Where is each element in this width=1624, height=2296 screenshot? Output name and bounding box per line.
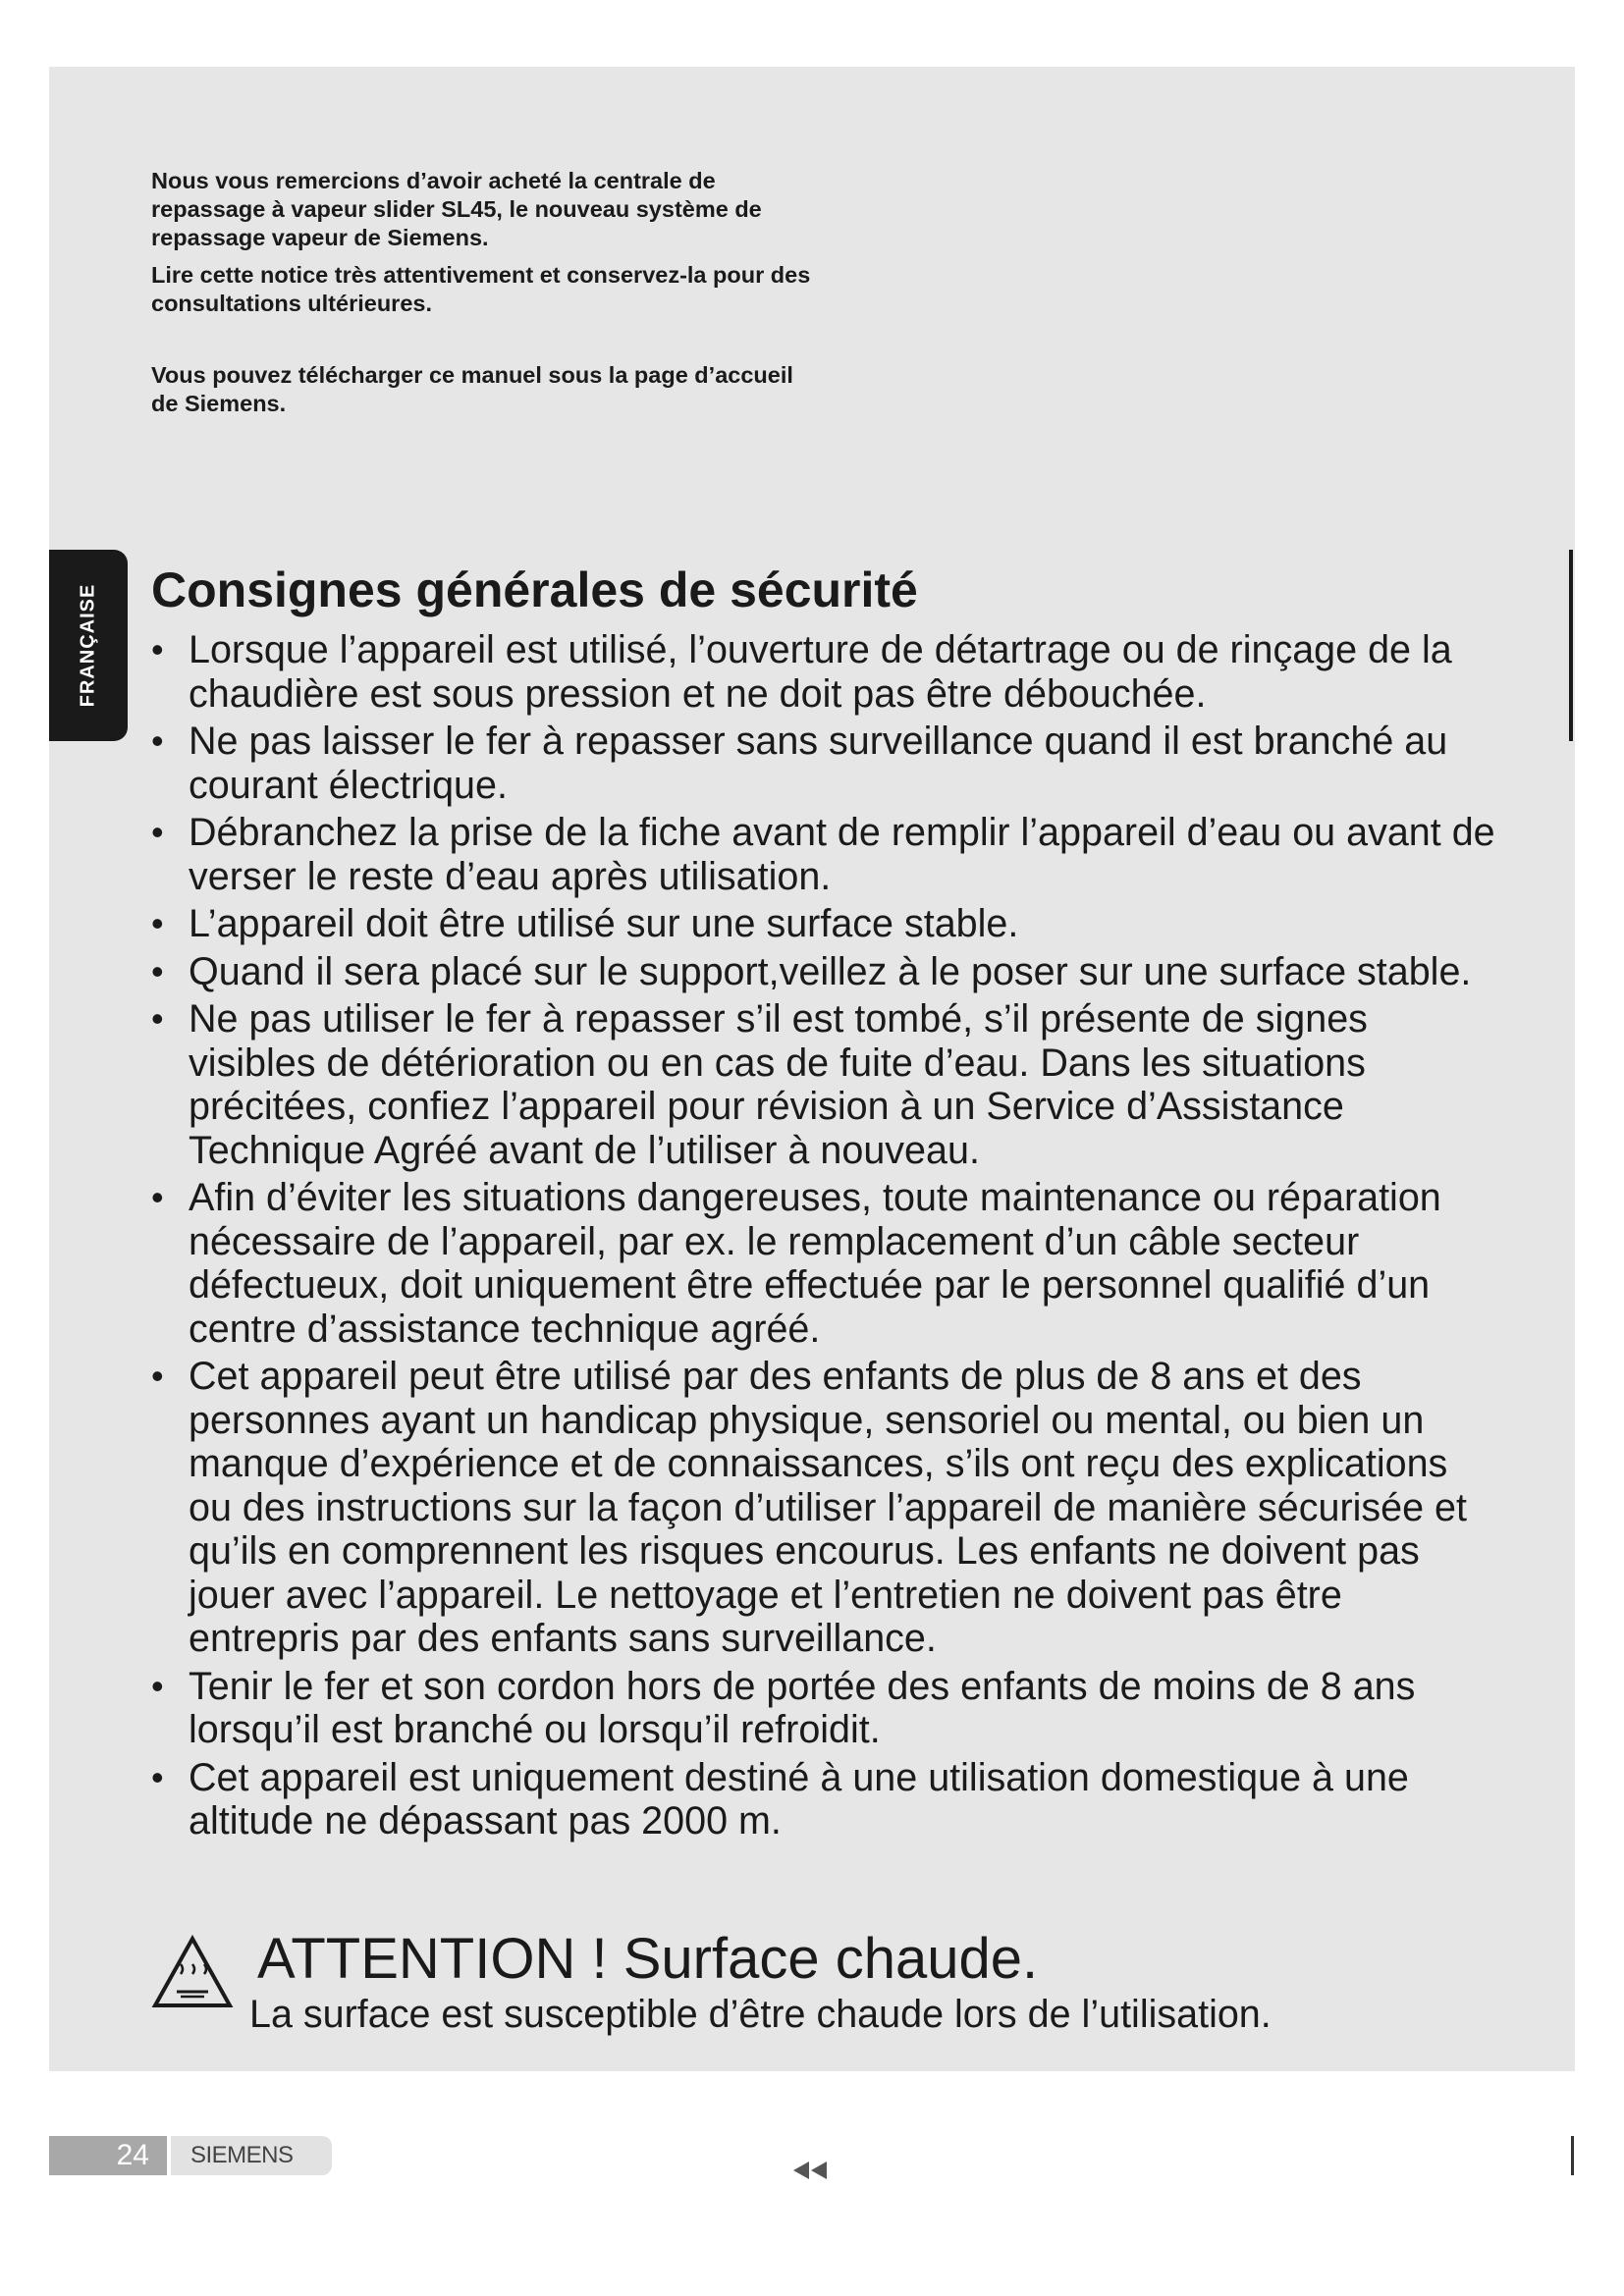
- list-item: • L’appareil doit être utilisé sur une surface stable.: [151, 902, 1496, 946]
- intro-thanks: Nous vous remercions d’avoir acheté la centrale de repassage à vapeur slider SL45, le nouveau système de repassage vapeur de Siemens.: [151, 168, 762, 250]
- list-item: • Tenir le fer et son cordon hors de portée des enfants de moins de 8 ans lorsqu’il est branché ou lorsqu’il refroidit.: [151, 1665, 1496, 1752]
- list-item: • Cet appareil peut être utilisé par des enfants de plus de 8 ans et des personnes ayant un handicap physique, sensoriel ou mental, ou bien un manque d’expérience et de connaissances, s’ils ont reçu des explications ou des instructions sur la façon d’utiliser l’appareil de manière sécurisée et qu’ils en comprennent les risques encourus. Les enfants ne doivent pas jouer avec l’appareil. Le nettoyage et l’entretien ne doivent pas être entrepris par des enfants sans surveillance.: [151, 1355, 1496, 1661]
- right-margin-rule: [1569, 550, 1573, 741]
- safety-section: [151, 560, 1496, 1847]
- safety-list: [151, 628, 1496, 1843]
- list-item: • Afin d’éviter les situations dangereuses, toute maintenance ou réparation nécessaire de l’appareil, par ex. le remplacement d’un câble secteur défectueux, doit uniquement être effectuée par le personnel qualifié d’un centre d’assistance technique agréé.: [151, 1176, 1496, 1351]
- previous-page-icon[interactable]: [789, 2160, 831, 2181]
- list-item: • Lorsque l’appareil est utilisé, l’ouverture de détartrage ou de rinçage de la chaudière est sous pression et ne doit pas être débouchée.: [151, 628, 1496, 716]
- list-item: • Ne pas utiliser le fer à repasser s’il est tombé, s’il présente de signes visibles de détérioration ou en cas de fuite d’eau. Dans les situations précitées, confiez l’appareil pour révision à un Service d’Assistance Technique Agréé avant de l’utiliser à nouveau.: [151, 997, 1496, 1172]
- footer-right-rule: [1571, 2136, 1574, 2175]
- warning-description: La surface est susceptible d’être chaude lors de l’utilisation.: [249, 1993, 1272, 2036]
- page-number: 24: [49, 2136, 167, 2175]
- list-item: • Cet appareil est uniquement destiné à une utilisation domestique à une altitude ne dépassant pas 2000 m.: [151, 1756, 1496, 1843]
- list-item: • Ne pas laisser le fer à repasser sans surveillance quand il est branché au courant électrique.: [151, 720, 1496, 807]
- language-tab: [49, 550, 128, 741]
- list-item: • Quand il sera placé sur le support,veillez à le poser sur une surface stable.: [151, 950, 1496, 994]
- language-tab-label: FRANÇAISE: [77, 583, 99, 708]
- hot-surface-warning-icon: [151, 1935, 234, 2009]
- intro-block: [151, 167, 819, 427]
- footer-brand: SIEMENS: [171, 2136, 332, 2175]
- intro-download: Vous pouvez télécharger ce manuel sous la page d’accueil de Siemens.: [151, 362, 793, 416]
- intro-read-notice: Lire cette notice très attentivement et conservez-la pour des consultations ultérieures.: [151, 262, 811, 316]
- warning-title: ATTENTION ! Surface chaude.: [257, 1927, 1039, 1991]
- safety-heading: Consignes générales de sécurité: [151, 562, 918, 617]
- hot-surface-warning: [151, 1929, 1496, 2037]
- list-item: • Débranchez la prise de la fiche avant de remplir l’appareil d’eau ou avant de verser le reste d’eau après utilisation.: [151, 811, 1496, 898]
